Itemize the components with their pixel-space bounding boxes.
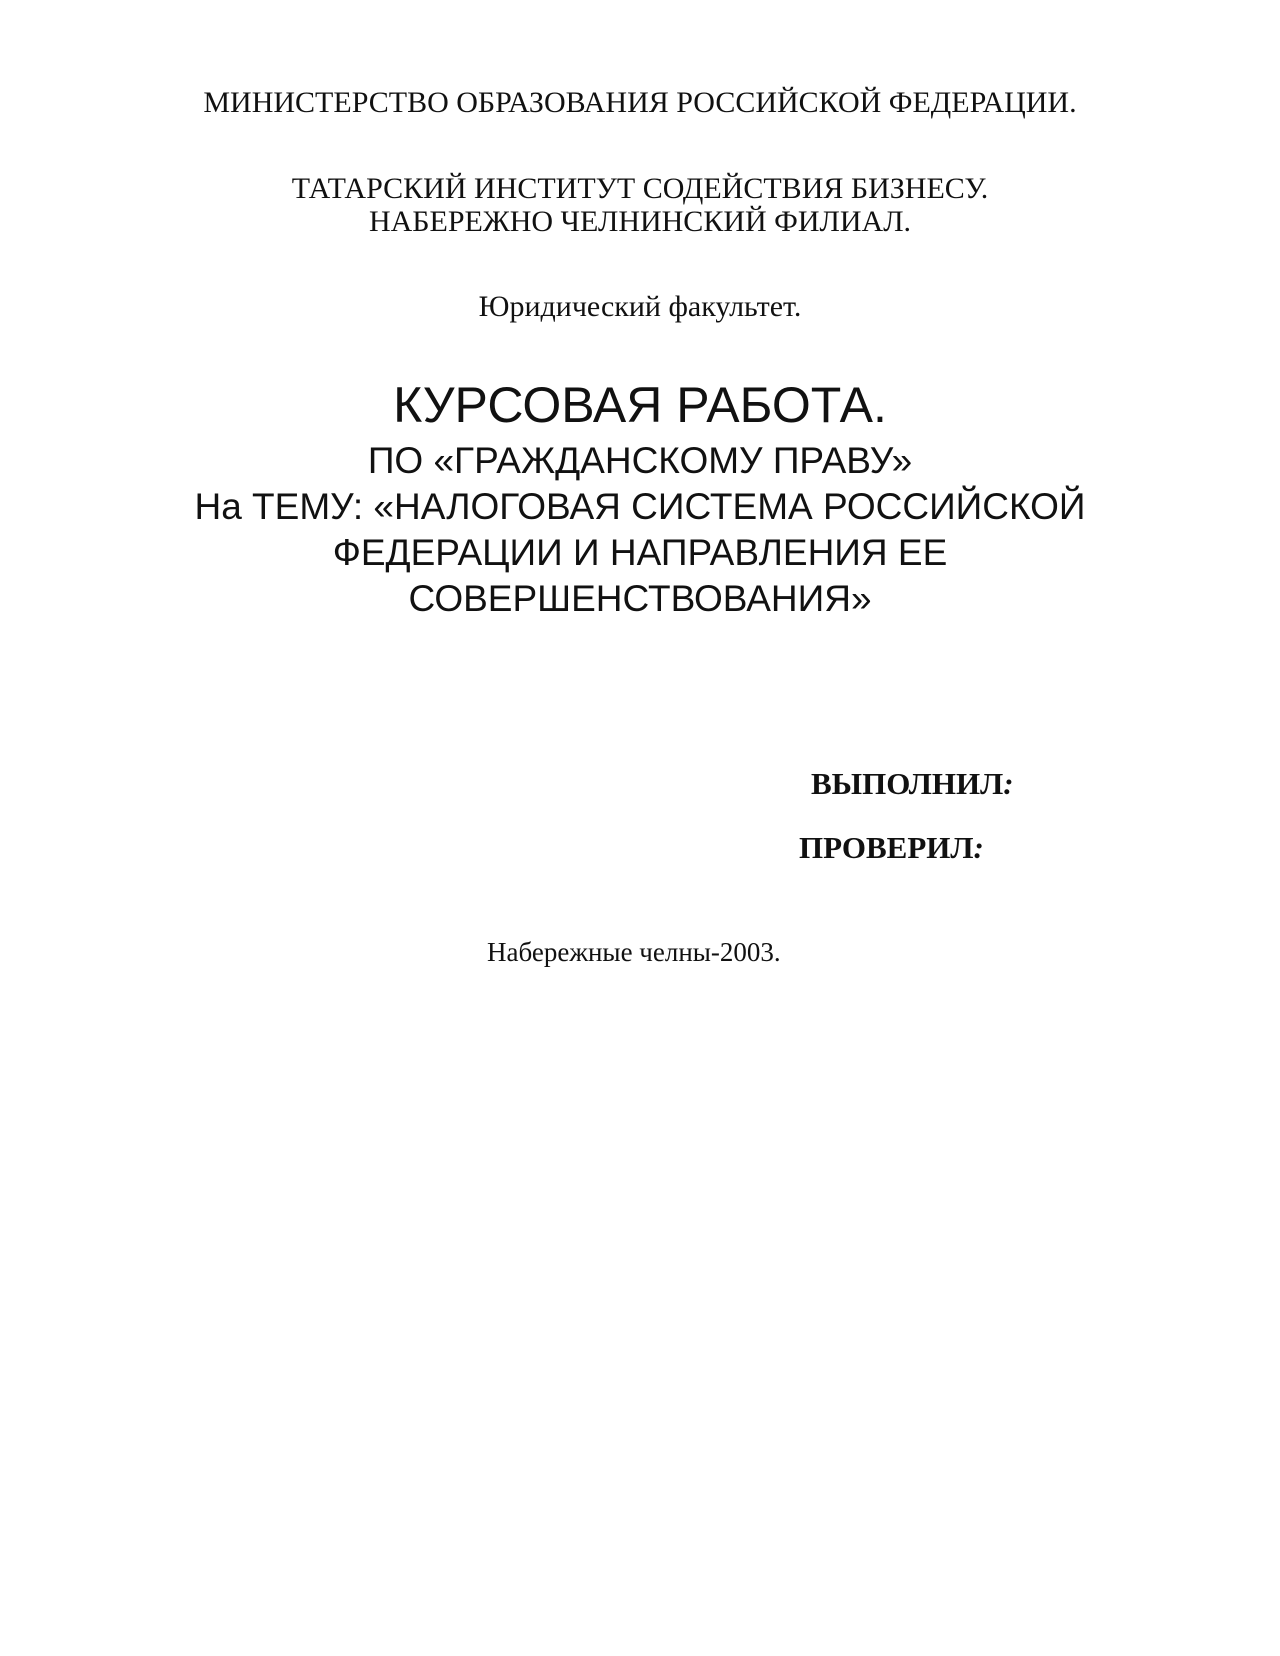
subject-line: ПО «ГРАЖДАНСКОМУ ПРАВУ» <box>367 440 913 481</box>
institute-heading: ТАТАРСКИЙ ИНСТИТУТ СОДЕЙСТВИЯ БИЗНЕСУ. <box>291 172 989 205</box>
completed-by-text: ВЫПОЛНИЛ <box>811 766 1004 801</box>
branch-heading: НАБЕРЕЖНО ЧЕЛНИНСКИЙ ФИЛИАЛ. <box>368 205 912 238</box>
checked-by-text: ПРОВЕРИЛ <box>799 830 974 865</box>
city-year: Набережные челны-2003. <box>487 937 781 967</box>
faculty-heading: Юридический факультет. <box>478 290 802 323</box>
topic-line-3: СОВЕРШЕНСТВОВАНИЯ» <box>408 578 872 619</box>
topic-line-2: ФЕДЕРАЦИИ И НАПРАВЛЕНИЯ ЕЕ <box>332 532 948 573</box>
ministry-heading: МИНИСТЕРСТВО ОБРАЗОВАНИЯ РОССИЙСКОЙ ФЕДЕРАЦИИ. <box>203 86 1077 119</box>
topic-line-1: На ТЕМУ: «НАЛОГОВАЯ СИСТЕМА РОССИЙСКОЙ <box>194 486 1086 527</box>
checked-by-colon: : <box>973 830 984 865</box>
completed-by-label <box>811 768 1014 799</box>
checked-by-label <box>799 832 984 863</box>
completed-by-colon: : <box>1003 766 1014 801</box>
coursework-title: КУРСОВАЯ РАБОТА. <box>393 377 887 433</box>
